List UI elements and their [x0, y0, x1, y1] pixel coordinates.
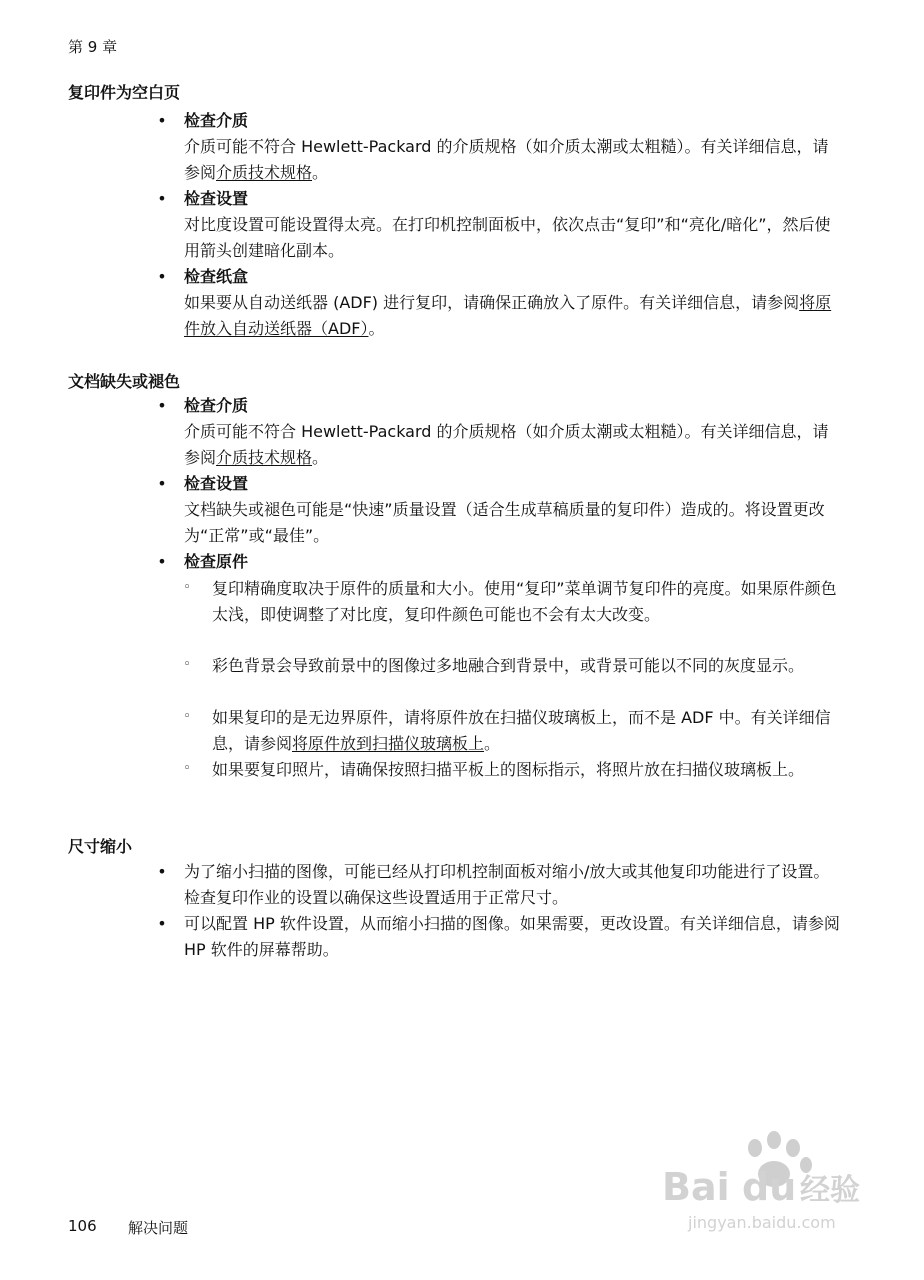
sub-bullet-icon: ◦ [183, 761, 191, 776]
svg-text:Bai: Bai [662, 1165, 730, 1209]
item-body: 对比度设置可能设置得太亮。在打印机控制面板中，依次点击“复印”和“亮化/暗化”，然后使用箭头创建暗化副本。 [184, 215, 831, 260]
bullet-icon: • [157, 552, 167, 571]
item-body: 介质可能不符合 Hewlett-Packard 的介质规格（如介质太潮或太粗糙）。有关详细信息，请参阅介质技术规格。 [184, 137, 829, 182]
section-title-size-reduced: 尺寸缩小 [68, 837, 133, 856]
item-body: 介质可能不符合 Hewlett-Packard 的介质规格（如介质太潮或太粗糙）。有关详细信息，请参阅介质技术规格。 [184, 422, 829, 467]
section-title-blank-copy: 复印件为空白页 [68, 83, 181, 102]
sub-item-text: 如果复印的是无边界原件，请将原件放在扫描仪玻璃板上，而不是 ADF 中。有关详细信息，请参阅将原件放到扫描仪玻璃板上。 [212, 708, 831, 753]
sub-bullet-icon: ◦ [183, 657, 191, 672]
bullet-icon: • [157, 914, 167, 933]
sub-bullet-icon: ◦ [183, 580, 191, 595]
baidu-jingyan-watermark [660, 1130, 870, 1240]
item-body: 可以配置 HP 软件设置，从而缩小扫描的图像。如果需要，更改设置。有关详细信息，请参阅 HP 软件的屏幕帮助。 [184, 914, 840, 959]
sub-item-text: 如果要复印照片，请确保按照扫描平板上的图标指示，将照片放在扫描仪玻璃板上。 [212, 760, 805, 779]
watermark-url: jingyan.baidu.com [688, 1213, 836, 1232]
item-heading: 检查纸盒 [184, 267, 249, 286]
item-heading: 检查原件 [184, 552, 249, 571]
sub-item-text: 复印精确度取决于原件的质量和大小。使用“复印”菜单调节复印件的亮度。如果原件颜色太浅，即使调整了对比度，复印件颜色可能也不会有太大改变。 [212, 579, 837, 624]
item-body: 文档缺失或褪色可能是“快速”质量设置（适合生成草稿质量的复印件）造成的。将设置更改为“正常”或“最佳”。 [184, 500, 825, 545]
item-heading: 检查介质 [184, 396, 249, 415]
footer-section-name: 解决问题 [128, 1219, 189, 1237]
chapter-header: 第 9 章 [68, 38, 118, 56]
link-media-specs[interactable]: 介质技术规格 [216, 448, 313, 467]
item-body: 为了缩小扫描的图像，可能已经从打印机控制面板对缩小/放大或其他复印功能进行了设置。检查复印作业的设置以确保这些设置适用于正常尺寸。 [184, 862, 830, 907]
bullet-icon: • [157, 862, 167, 881]
link-media-specs[interactable]: 介质技术规格 [216, 163, 313, 182]
page-number: 106 [68, 1217, 97, 1235]
sub-item-text: 彩色背景会导致前景中的图像过多地融合到背景中，或背景可能以不同的灰度显示。 [212, 656, 805, 675]
bullet-icon: • [157, 267, 167, 286]
item-heading: 检查介质 [184, 111, 249, 130]
bullet-icon: • [157, 111, 167, 130]
bullet-icon: • [157, 396, 167, 415]
sub-bullet-icon: ◦ [183, 709, 191, 724]
link-load-adf[interactable]: 将原件放入自动送纸器（ADF） [184, 293, 832, 338]
svg-text:经验: 经验 [800, 1173, 860, 1208]
bullet-icon: • [157, 189, 167, 208]
item-heading: 检查设置 [184, 474, 249, 493]
link-load-glass[interactable]: 将原件放到扫描仪玻璃板上 [292, 734, 485, 753]
svg-text:du: du [742, 1165, 797, 1209]
item-body: 如果要从自动送纸器 (ADF) 进行复印，请确保正确放入了原件。有关详细信息，请参阅将原件放入自动送纸器（ADF）。 [184, 293, 832, 338]
section-title-missing-faded: 文档缺失或褪色 [68, 372, 181, 391]
bullet-icon: • [157, 474, 167, 493]
item-heading: 检查设置 [184, 189, 249, 208]
